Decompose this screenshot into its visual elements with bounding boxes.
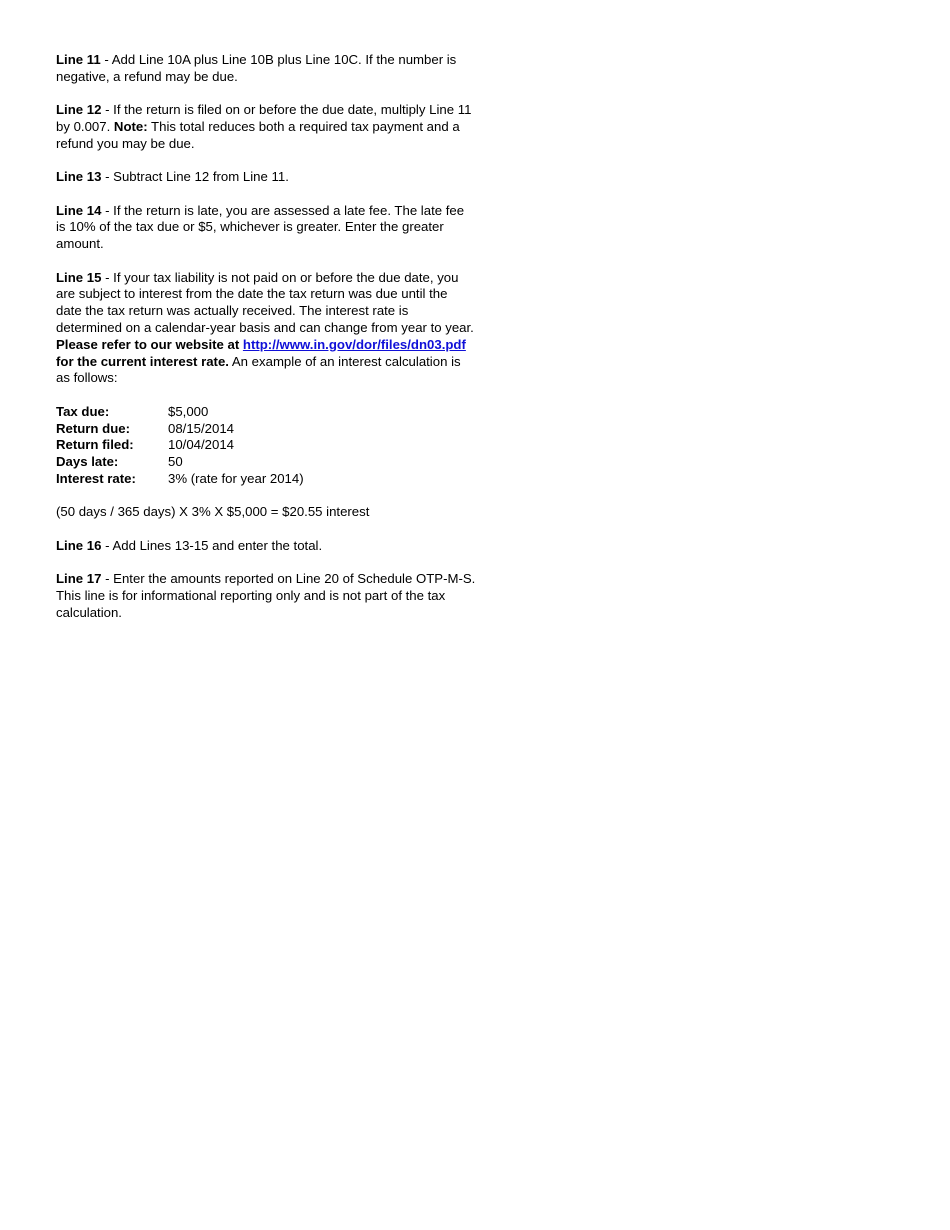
line-17-text: - Enter the amounts reported on Line 20 of Schedule OTP-M-S. This line is for informational reporting only and is not part of the tax calculation.: [56, 571, 483, 620]
interest-example-table: [56, 404, 304, 488]
line-17-heading: Line 17: [56, 571, 102, 587]
example-value: 50: [168, 454, 183, 470]
line-16-paragraph: [56, 538, 476, 555]
table-row: [56, 437, 304, 454]
line-11-text: - Add Line 10A plus Line 10B plus Line 10C. If the number is negative, a refund may be due.: [56, 52, 457, 84]
refer-after-text: for the current interest rate.: [56, 353, 229, 369]
example-label: Return filed:: [56, 437, 134, 453]
table-row: [56, 404, 304, 421]
table-row: [56, 454, 304, 471]
line-15-example-intro: An example of an interest calculation is as follows:: [56, 353, 461, 386]
example-value: $5,000: [168, 403, 209, 419]
line-14-paragraph: [56, 203, 476, 253]
line-11-heading: Line 11: [56, 52, 101, 67]
table-row: [56, 471, 304, 488]
line-14-heading: Line 14: [56, 202, 102, 218]
line-15-text: - If your tax liability is not paid on or before the due date, you are subject to interest from the date the tax return was due until the date the tax return was actually received. The interest rate is determined on a calendar-year basis and can change from year to year.: [56, 269, 474, 335]
line-12-text: - If the return is filed on or before the due date, multiply Line 11 by 0.007.: [56, 102, 472, 134]
line-16-text: - Add Lines 13-15 and enter the total.: [101, 537, 323, 553]
line-12-paragraph: [56, 102, 476, 152]
interest-rate-link[interactable]: http://www.in.gov/dor/files/dn03.pdf: [242, 336, 466, 352]
instructions-page: [56, 52, 483, 638]
line-11-paragraph: [56, 52, 476, 86]
line-13-heading: Line 13: [56, 169, 102, 185]
line-12-heading: Line 12: [56, 102, 102, 118]
line-14-text: - If the return is late, you are assessed a late fee. The late fee is 10% of the tax due or $5, whichever is greater. Enter the greater amount.: [56, 202, 465, 252]
example-label: Days late:: [56, 454, 119, 470]
line-17-paragraph: [56, 571, 483, 621]
line-13-text: - Subtract Line 12 from Line 11.: [101, 169, 289, 185]
example-value: 08/15/2014: [168, 420, 235, 436]
line-15-heading: Line 15: [56, 269, 102, 285]
example-label: Tax due:: [56, 403, 110, 419]
line-12-note-label: Note:: [113, 118, 148, 134]
table-row: [56, 421, 304, 438]
example-value: 3% (rate for year 2014): [168, 470, 304, 486]
line-12-note-text: This total reduces both a required tax payment and a refund you may be due.: [56, 118, 460, 151]
example-value: 10/04/2014: [168, 437, 235, 453]
example-label: Return due:: [56, 420, 130, 436]
line-13-paragraph: [56, 169, 476, 186]
example-label: Interest rate:: [56, 470, 136, 486]
line-15-paragraph: [56, 270, 476, 388]
line-16-heading: Line 16: [56, 537, 102, 553]
refer-text: Please refer to our website at: [56, 336, 243, 352]
interest-formula: (50 days / 365 days) X 3% X $5,000 = $20.55 interest: [56, 504, 370, 520]
